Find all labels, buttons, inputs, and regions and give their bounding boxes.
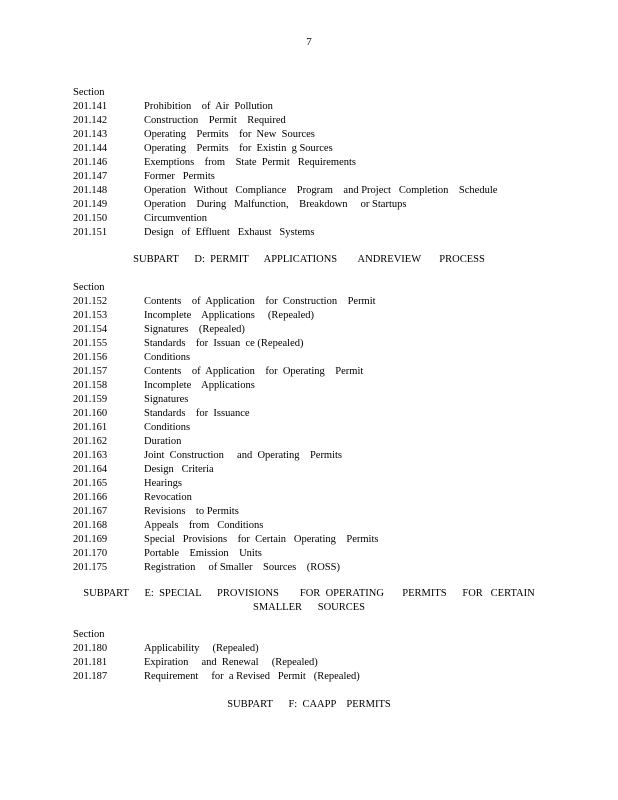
section-title: Operating Permits for Existin g Sources	[144, 143, 333, 154]
section-number: 201.165	[73, 478, 108, 489]
section-number: 201.148	[73, 185, 108, 196]
list-item	[73, 449, 573, 463]
section-title: Revocation	[144, 492, 192, 503]
list-item	[73, 309, 573, 323]
section-title: Signatures (Repealed)	[144, 324, 245, 335]
section-number: 201.175	[73, 562, 108, 573]
list-item	[73, 656, 573, 670]
list-item	[73, 505, 573, 519]
list-item	[73, 198, 573, 212]
section-list-1	[73, 86, 573, 240]
section-title: Exemptions from State Permit Requirements	[144, 157, 357, 168]
list-item	[73, 477, 573, 491]
list-item	[73, 323, 573, 337]
section-title: Signatures	[144, 394, 189, 405]
section-title: Operation During Malfunction, Breakdown or Startups	[144, 199, 407, 210]
section-title: Requirement for a Revised Permit (Repealed)	[144, 671, 360, 682]
subpart-e-heading-line1: SUBPART E: SPECIAL PROVISIONS FOR OPERATING PERMITS FOR CERTAIN	[83, 588, 535, 599]
section-title: Conditions	[144, 422, 191, 433]
section-title: Incomplete Applications (Repealed)	[144, 310, 314, 321]
section-number: 201.163	[73, 450, 108, 461]
section-number: 201.141	[73, 101, 108, 112]
list-item	[73, 379, 573, 393]
list-item	[73, 407, 573, 421]
section-title: Standards for Issuan ce (Repealed)	[144, 338, 304, 349]
section-number: 201.155	[73, 338, 108, 349]
list-item	[73, 351, 573, 365]
section-number: 201.181	[73, 657, 108, 668]
section-number: 201.146	[73, 157, 108, 168]
list-item	[73, 226, 573, 240]
list-item	[73, 642, 573, 656]
section-list-2	[73, 281, 573, 575]
list-item	[73, 561, 573, 575]
section-label: Section	[73, 282, 105, 293]
section-number: 201.160	[73, 408, 108, 419]
subpart-e-heading-line2: SMALLER SOURCES	[252, 602, 366, 613]
section-title: Special Provisions for Certain Operating Permits	[144, 534, 379, 545]
list-item	[73, 533, 573, 547]
section-title: Circumvention	[144, 213, 207, 224]
section-title: Hearings	[144, 478, 182, 489]
list-item	[73, 421, 573, 435]
list-item	[73, 295, 573, 309]
section-list-3	[73, 628, 573, 684]
section-title: Prohibition of Air Pollution	[144, 101, 273, 112]
section-number: 201.142	[73, 115, 108, 126]
list-item	[73, 365, 573, 379]
section-title: Contents of Application for Construction Permit	[144, 296, 376, 307]
section-label: Section	[73, 629, 105, 640]
subpart-d-heading: SUBPART D: PERMIT APPLICATIONS ANDREVIEW PROCESS	[133, 254, 485, 265]
section-title: Contents of Application for Operating Permit	[144, 366, 364, 377]
section-number: 201.167	[73, 506, 108, 517]
list-item	[73, 114, 573, 128]
section-title: Joint Construction and Operating Permits	[144, 450, 343, 461]
section-number: 201.162	[73, 436, 108, 447]
section-number: 201.150	[73, 213, 108, 224]
list-item	[73, 337, 573, 351]
list-item	[73, 519, 573, 533]
list-item	[73, 184, 573, 198]
section-title: Appeals from Conditions	[144, 520, 264, 531]
list-item	[73, 547, 573, 561]
section-number: 201.187	[73, 671, 108, 682]
section-title: Registration of Smaller Sources (ROSS)	[144, 562, 340, 573]
section-number: 201.144	[73, 143, 108, 154]
page-number: 7	[306, 36, 312, 48]
section-number: 201.143	[73, 129, 108, 140]
section-title: Former Permits	[144, 171, 215, 182]
section-title: Standards for Issuance	[144, 408, 250, 419]
section-title: Duration	[144, 436, 182, 447]
section-title: Incomplete Applications	[144, 380, 255, 391]
section-number: 201.168	[73, 520, 108, 531]
section-label: Section	[73, 87, 105, 98]
section-title: Applicability (Repealed)	[144, 643, 259, 654]
section-number: 201.161	[73, 422, 108, 433]
section-number: 201.170	[73, 548, 108, 559]
section-title: Expiration and Renewal (Repealed)	[144, 657, 318, 668]
list-item	[73, 100, 573, 114]
section-number: 201.166	[73, 492, 108, 503]
list-item	[73, 142, 573, 156]
section-number: 201.147	[73, 171, 108, 182]
section-number: 201.157	[73, 366, 108, 377]
list-item	[73, 156, 573, 170]
section-number: 201.164	[73, 464, 108, 475]
section-number: 201.158	[73, 380, 108, 391]
section-title: Conditions	[144, 352, 191, 363]
subpart-f-heading: SUBPART F: CAAPP PERMITS	[227, 699, 391, 710]
section-title: Construction Permit Required	[144, 115, 286, 126]
section-number: 201.154	[73, 324, 108, 335]
section-title: Design of Effluent Exhaust Systems	[144, 227, 315, 238]
list-item	[73, 491, 573, 505]
list-item	[73, 393, 573, 407]
section-title: Revisions to Permits	[144, 506, 239, 517]
section-number: 201.156	[73, 352, 108, 363]
section-title: Operating Permits for New Sources	[144, 129, 315, 140]
section-number: 201.159	[73, 394, 108, 405]
list-item	[73, 170, 573, 184]
list-item	[73, 128, 573, 142]
section-title: Portable Emission Units	[144, 548, 262, 559]
list-item	[73, 670, 573, 684]
section-number: 201.153	[73, 310, 108, 321]
section-number: 201.151	[73, 227, 108, 238]
section-number: 201.149	[73, 199, 108, 210]
section-number: 201.152	[73, 296, 108, 307]
section-title: Design Criteria	[144, 464, 214, 475]
list-item	[73, 212, 573, 226]
list-item	[73, 463, 573, 477]
section-number: 201.180	[73, 643, 108, 654]
section-title: Operation Without Compliance Program and Project Completion Schedule	[144, 185, 498, 196]
section-number: 201.169	[73, 534, 108, 545]
list-item	[73, 435, 573, 449]
